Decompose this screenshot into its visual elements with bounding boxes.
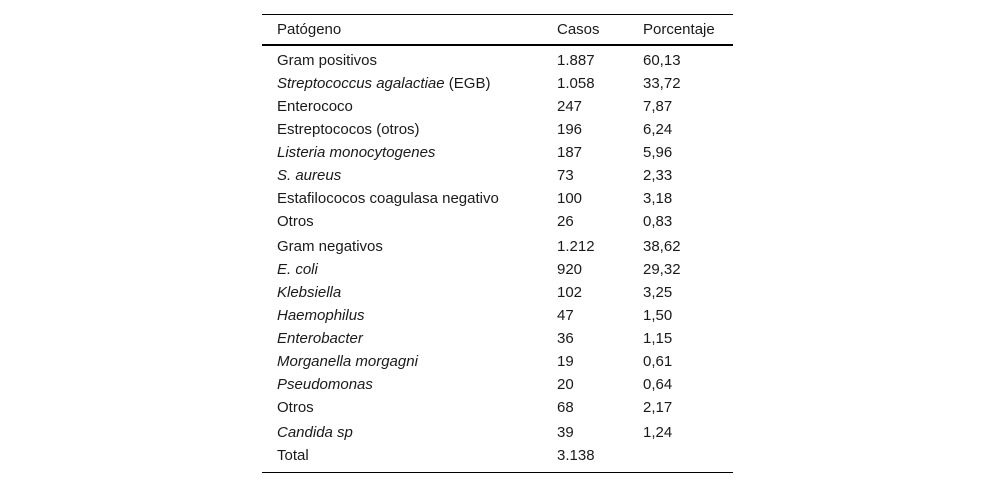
table-header	[262, 15, 733, 46]
table-row	[262, 350, 733, 373]
pathogen-name: Listeria monocytogenes	[277, 144, 436, 161]
pathogen-cell	[262, 330, 557, 347]
porcentaje-cell: 0,83	[643, 213, 673, 230]
table-row	[262, 235, 733, 258]
pathogen-cell	[262, 307, 557, 324]
table-row	[262, 304, 733, 327]
column-header-pathogen: Patógeno	[277, 21, 342, 38]
porcentaje-cell: 0,64	[643, 376, 673, 393]
table-row	[262, 421, 733, 444]
pathogen-cell	[262, 213, 557, 230]
casos-cell: 68	[557, 399, 574, 416]
casos-cell: 1.058	[557, 75, 595, 92]
table-row	[262, 444, 733, 467]
pathogen-cell	[262, 424, 557, 441]
table-row	[262, 187, 733, 210]
pathogen-name: E. coli	[277, 261, 318, 278]
pathogen-name: Streptococcus agalactiae	[277, 75, 445, 92]
casos-cell: 26	[557, 213, 574, 230]
pathogen-cell	[262, 353, 557, 370]
pathogen-cell	[262, 238, 557, 255]
pathogen-cell	[262, 167, 557, 184]
pathogen-cell	[262, 447, 557, 464]
casos-cell: 196	[557, 121, 583, 138]
table-row	[262, 72, 733, 95]
casos-cell: 36	[557, 330, 574, 347]
table-row	[262, 258, 733, 281]
pathogen-name: Otros	[277, 399, 314, 416]
pathogen-name: Estreptococos (otros)	[277, 121, 420, 138]
pathogen-name: Gram positivos	[277, 52, 378, 69]
porcentaje-cell: 1,15	[643, 330, 673, 347]
table-body	[262, 46, 733, 472]
pathogen-cell	[262, 376, 557, 393]
casos-cell: 247	[557, 98, 583, 115]
casos-cell: 19	[557, 353, 574, 370]
pathogen-cell	[262, 261, 557, 278]
column-header-casos: Casos	[557, 21, 600, 38]
casos-cell: 73	[557, 167, 574, 184]
pathogen-name: Enterococo	[277, 98, 353, 115]
porcentaje-cell: 2,33	[643, 167, 673, 184]
casos-cell: 3.138	[557, 447, 595, 464]
porcentaje-cell: 7,87	[643, 98, 673, 115]
pathogen-name: S. aureus	[277, 167, 342, 184]
casos-cell: 20	[557, 376, 574, 393]
pathogen-name: Klebsiella	[277, 284, 342, 301]
pathogen-name: Enterobacter	[277, 330, 363, 347]
table-row	[262, 281, 733, 304]
casos-cell: 920	[557, 261, 583, 278]
pathogen-name: Haemophilus	[277, 307, 365, 324]
pathogen-cell	[262, 75, 557, 92]
pathogen-cell	[262, 284, 557, 301]
table-row	[262, 141, 733, 164]
casos-cell: 1.212	[557, 238, 595, 255]
porcentaje-cell: 0,61	[643, 353, 673, 370]
table-row	[262, 396, 733, 419]
casos-cell: 100	[557, 190, 583, 207]
casos-cell: 39	[557, 424, 574, 441]
pathogen-cell	[262, 98, 557, 115]
table-row	[262, 327, 733, 350]
table-row	[262, 49, 733, 72]
table-row	[262, 210, 733, 233]
casos-cell: 187	[557, 144, 583, 161]
pathogen-cell	[262, 144, 557, 161]
pathogen-table	[262, 14, 733, 473]
porcentaje-cell: 2,17	[643, 399, 673, 416]
pathogen-cell	[262, 190, 557, 207]
table-row	[262, 95, 733, 118]
pathogen-name: Otros	[277, 213, 314, 230]
pathogen-name: Gram negativos	[277, 238, 383, 255]
table-row	[262, 118, 733, 141]
porcentaje-cell: 1,24	[643, 424, 673, 441]
casos-cell: 102	[557, 284, 583, 301]
pathogen-name: Candida sp	[277, 424, 353, 441]
pathogen-name: Estafilococos coagulasa negativo	[277, 190, 499, 207]
column-header-porcentaje: Porcentaje	[643, 21, 715, 38]
porcentaje-cell: 33,72	[643, 75, 681, 92]
porcentaje-cell: 38,62	[643, 238, 681, 255]
porcentaje-cell: 5,96	[643, 144, 673, 161]
porcentaje-cell: 3,25	[643, 284, 673, 301]
porcentaje-cell: 29,32	[643, 261, 681, 278]
table-row	[262, 373, 733, 396]
porcentaje-cell: 6,24	[643, 121, 673, 138]
pathogen-name: Total	[277, 447, 309, 464]
casos-cell: 47	[557, 307, 574, 324]
porcentaje-cell: 3,18	[643, 190, 673, 207]
pathogen-name: Morganella morgagni	[277, 353, 418, 370]
casos-cell: 1.887	[557, 52, 595, 69]
pathogen-name: Pseudomonas	[277, 376, 373, 393]
porcentaje-cell: 1,50	[643, 307, 673, 324]
pathogen-cell	[262, 52, 557, 69]
table-row	[262, 164, 733, 187]
pathogen-cell	[262, 399, 557, 416]
porcentaje-cell: 60,13	[643, 52, 681, 69]
pathogen-suffix: (EGB)	[444, 75, 491, 92]
pathogen-cell	[262, 121, 557, 138]
